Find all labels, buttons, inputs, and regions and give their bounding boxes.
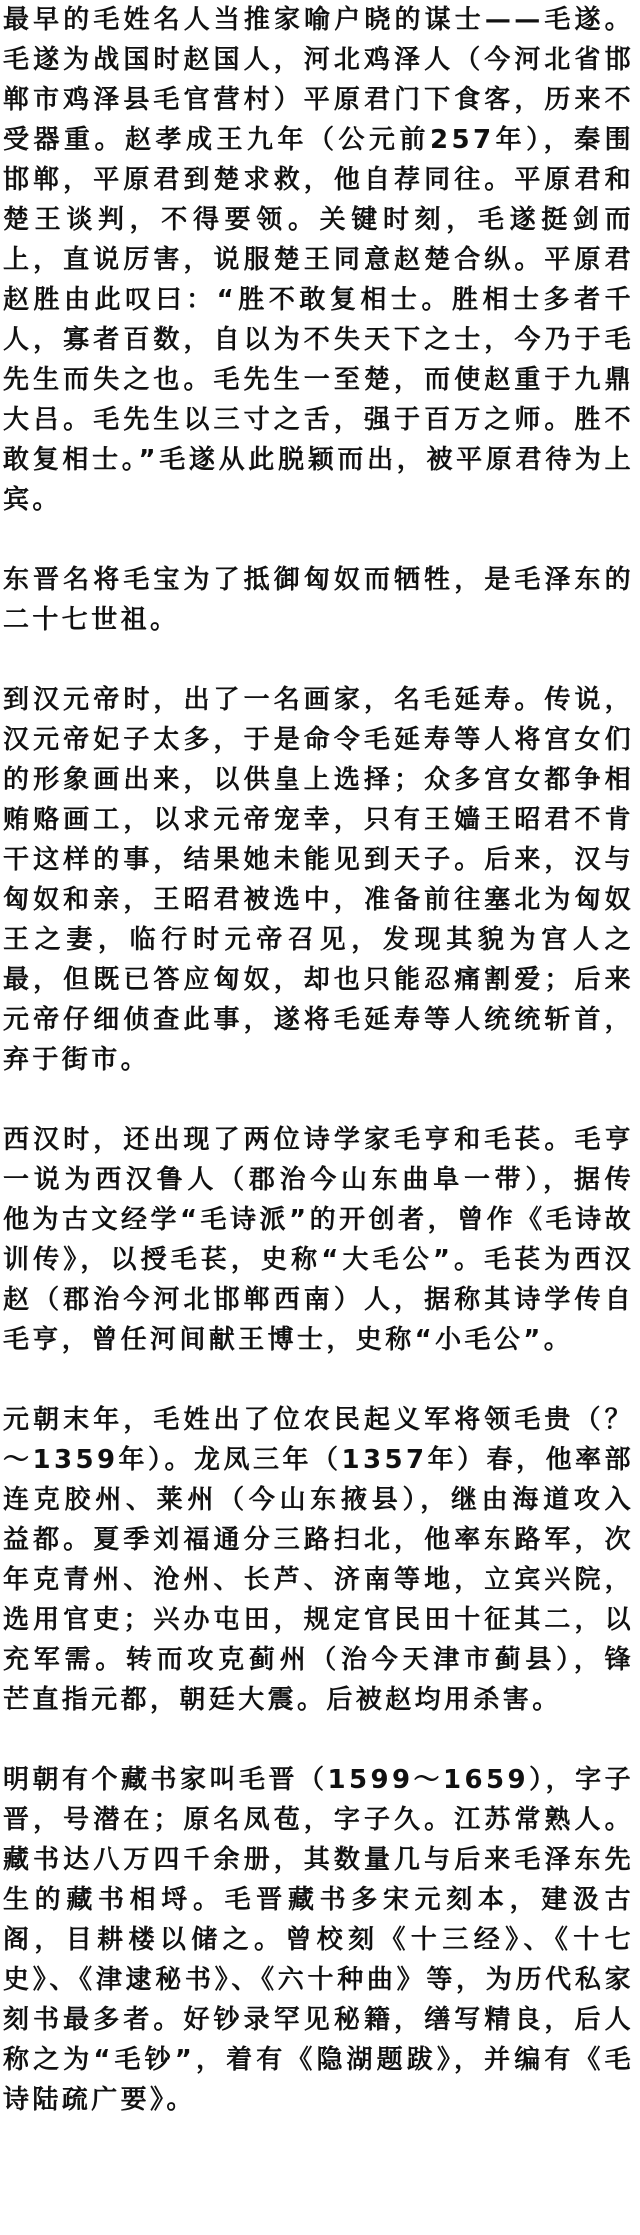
paragraph-mao-heng-mao-chang: 西汉时，还出现了两位诗学家毛亨和毛苌。毛亨一说为西汉鲁人（郡治今山东曲阜一带），据传他为古文经学“毛诗派”的开创者，曾作《毛诗故训传》，以授毛苌，史称“大毛公”。毛苌为西汉赵（郡治今河北邯郸西南）人，据称其诗学传自毛亨，曾任河间献王博士，史称“小毛公”。 (3, 1125, 634, 1355)
paragraph-mao-bao: 东晋名将毛宝为了抵御匈奴而牺牲，是毛泽东的二十七世祖。 (3, 565, 634, 635)
paragraph-spacer (3, 1080, 634, 1120)
paragraph-spacer (3, 1360, 634, 1400)
paragraph-mao-yanshou: 到汉元帝时，出了一名画家，名毛延寿。传说，汉元帝妃子太多，于是命令毛延寿等人将宫女们的形象画出来，以供皇上选择；众多宫女都争相贿赂画工，以求元帝宠幸，只有王嫱王昭君不肯干这样的事，结果她未能见到天子。后来，汉与匈奴和亲，王昭君被选中，准备前往塞北为匈奴王之妻，临行时元帝召见，发现其貌为宫人之最，但既已答应匈奴，却也只能忍痛割爱；后来元帝仔细侦查此事，遂将毛延寿等人统统斩首，弃于街市。 (3, 685, 634, 1075)
paragraph-spacer (3, 520, 634, 560)
paragraph-mao-gui: 元朝末年，毛姓出了位农民起义军将领毛贵（？～1359年）。龙凤三年（1357年）春，他率部连克胶州、莱州（今山东掖县），继由海道攻入益都。夏季刘福通分三路扫北，他率东路军，次年克青州、沧州、长芦、济南等地，立宾兴院，选用官吏；兴办屯田，规定官民田十征其二，以充军需。转而攻克蓟州（治今天津市蓟县），锋芒直指元都，朝廷大震。后被赵均用杀害。 (3, 1405, 634, 1715)
paragraph-spacer (3, 1720, 634, 1760)
paragraph-spacer (3, 640, 634, 680)
paragraph-mao-jin: 明朝有个藏书家叫毛晋（1599～1659），字子晋，号潜在；原名凤苞，字子久。江苏常熟人。藏书达八万四千余册，其数量几与后来毛泽东先生的藏书相埒。毛晋藏书多宋元刻本，建汲古阁，目耕楼以储之。曾校刻《十三经》、《十七史》、《津逮秘书》、《六十种曲》等，为历代私家刻书最多者。好钞录罕见秘籍，缮写精良，后人称之为“毛钞”，着有《隐湖题跋》，并编有《毛诗陆疏广要》。 (3, 1765, 634, 2115)
paragraph-mao-sui: 最早的毛姓名人当推家喻户晓的谋士——毛遂。毛遂为战国时赵国人，河北鸡泽人（今河北省邯郸市鸡泽县毛官营村）平原君门下食客，历来不受器重。赵孝成王九年（公元前257年），秦围邯郸，平原君到楚求救，他自荐同往。平原君和楚王谈判，不得要领。关键时刻，毛遂挺剑而上，直说厉害，说服楚王同意赵楚合纵。平原君赵胜由此叹曰：“胜不敢复相士。胜相士多者千人，寡者百数，自以为不失天下之士，今乃于毛先生而失之也。毛先生一至楚，而使赵重于九鼎大吕。毛先生以三寸之舌，强于百万之师。胜不敢复相士。”毛遂从此脱颖而出，被平原君待为上宾。 (3, 5, 634, 515)
